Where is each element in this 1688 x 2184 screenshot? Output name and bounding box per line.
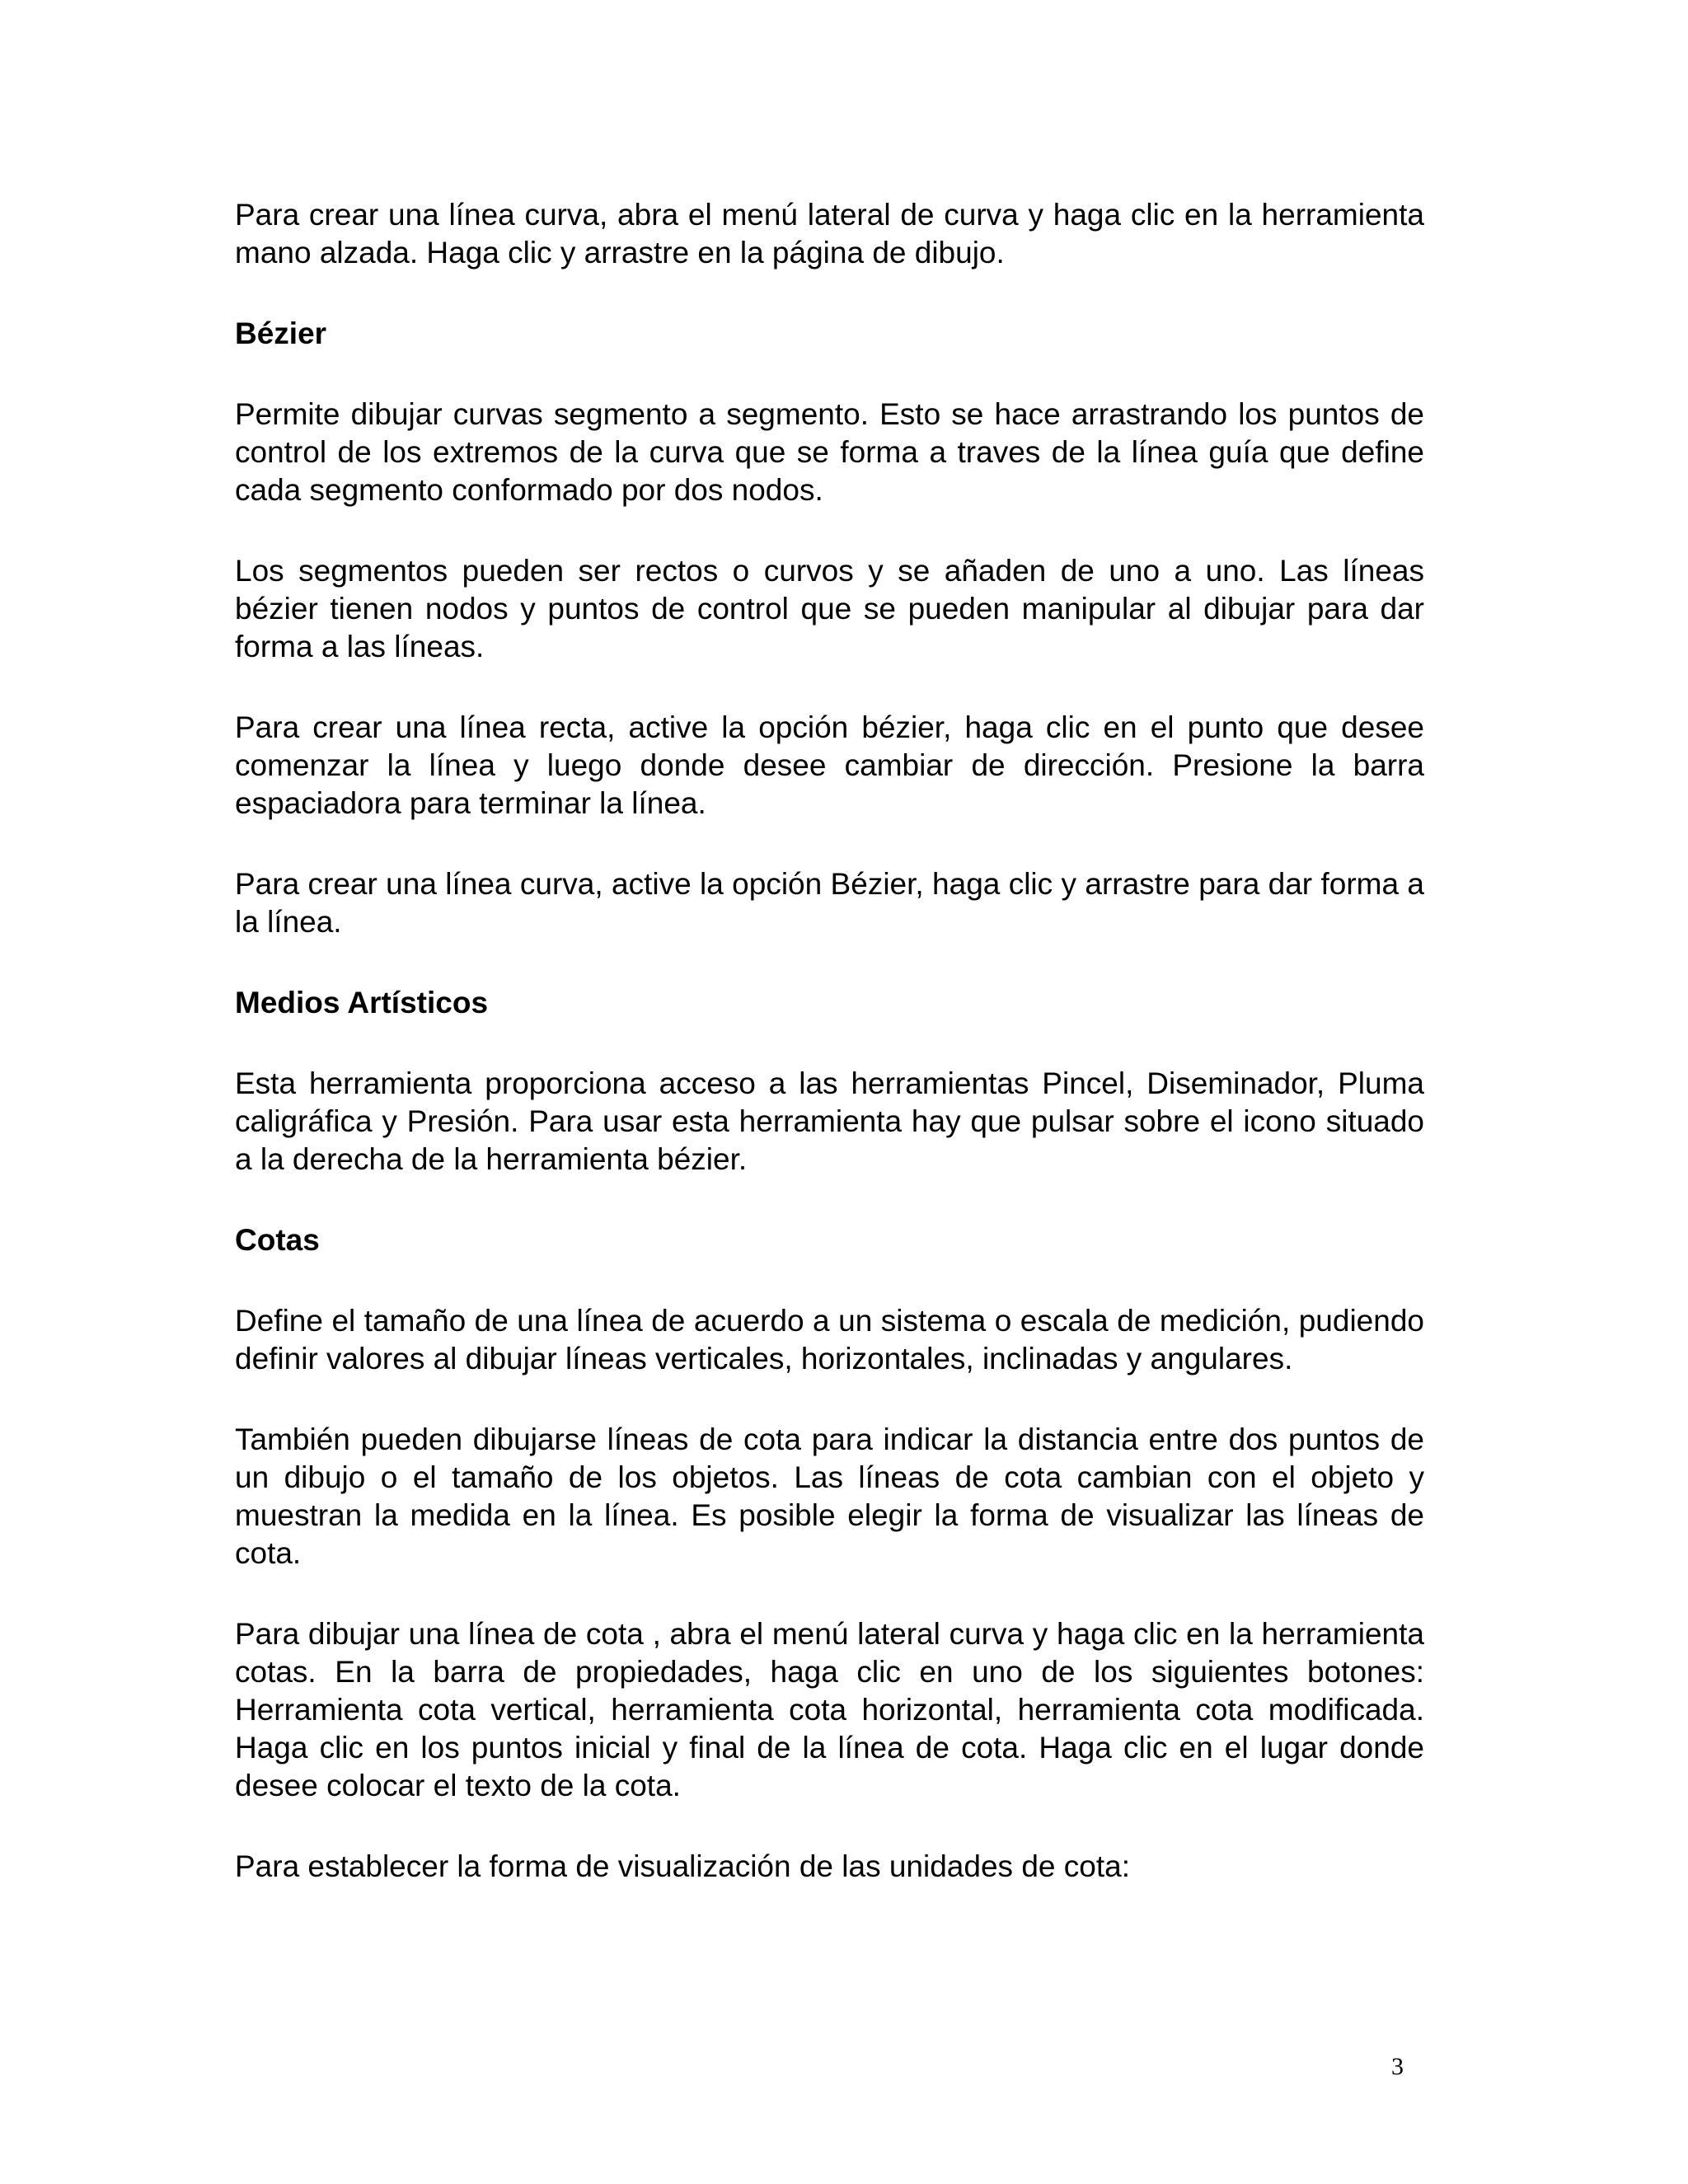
paragraph-bezier-intro: Permite dibujar curvas segmento a segmento. Esto se hace arrastrando los puntos de control de los extremos de la curva que se forma a traves de la línea guía que define cada segmento conformado por dos nodos. xyxy=(235,397,1424,507)
paragraph-bezier-segments: Los segmentos pueden ser rectos o curvos y se añaden de uno a uno. Las líneas bézier tienen nodos y puntos de control que se pueden manipular al dibujar para dar forma a las líneas. xyxy=(235,554,1424,663)
page-number: 3 xyxy=(1391,2053,1404,2080)
paragraph-cotas-distance: También pueden dibujarse líneas de cota para indicar la distancia entre dos puntos de un dibujo o el tamaño de los objetos. Las líneas de cota cambian con el objeto y muestran la medida en la línea. Es posible elegir la forma de visualizar las líneas de cota. xyxy=(235,1422,1424,1570)
heading-medios-artisticos: Medios Artísticos xyxy=(235,986,489,1019)
paragraph-bezier-straight-line: Para crear una línea recta, active la opción bézier, haga clic en el punto que desee comenzar la línea y luego donde desee cambiar de dirección. Presione la barra espaciadora para terminar la línea. xyxy=(235,710,1424,820)
paragraph-medios-artisticos: Esta herramienta proporciona acceso a las herramientas Pincel, Diseminador, Pluma caligráfica y Presión. Para usar esta herramienta hay que pulsar sobre el icono situado a la derecha de la herramienta bézier. xyxy=(235,1066,1424,1176)
heading-bezier: Bézier xyxy=(235,316,327,350)
heading-cotas: Cotas xyxy=(235,1223,320,1257)
paragraph-cotas-define: Define el tamaño de una línea de acuerdo a un sistema o escala de medición, pudiendo definir valores al dibujar líneas verticales, horizontales, inclinadas y angulares. xyxy=(235,1304,1424,1376)
paragraph-freehand-curve: Para crear una línea curva, abra el menú lateral de curva y haga clic en la herramienta mano alzada. Haga clic y arrastre en la página de dibujo. xyxy=(235,198,1424,269)
document-body xyxy=(235,196,1424,1886)
paragraph-bezier-curve-line: Para crear una línea curva, active la opción Bézier, haga clic y arrastre para dar forma a la línea. xyxy=(235,867,1424,939)
paragraph-cotas-draw: Para dibujar una línea de cota , abra el menú lateral curva y haga clic en la herramienta cotas. En la barra de propiedades, haga clic en uno de los siguientes botones: Herramienta cota vertical, herramienta cota horizontal, herramienta cota modificada. Haga clic en los puntos inicial y final de la línea de cota. Haga clic en el lugar donde desee colocar el texto de la cota. xyxy=(235,1617,1424,1802)
paragraph-cotas-display: Para establecer la forma de visualización de las unidades de cota: xyxy=(235,1849,1130,1883)
